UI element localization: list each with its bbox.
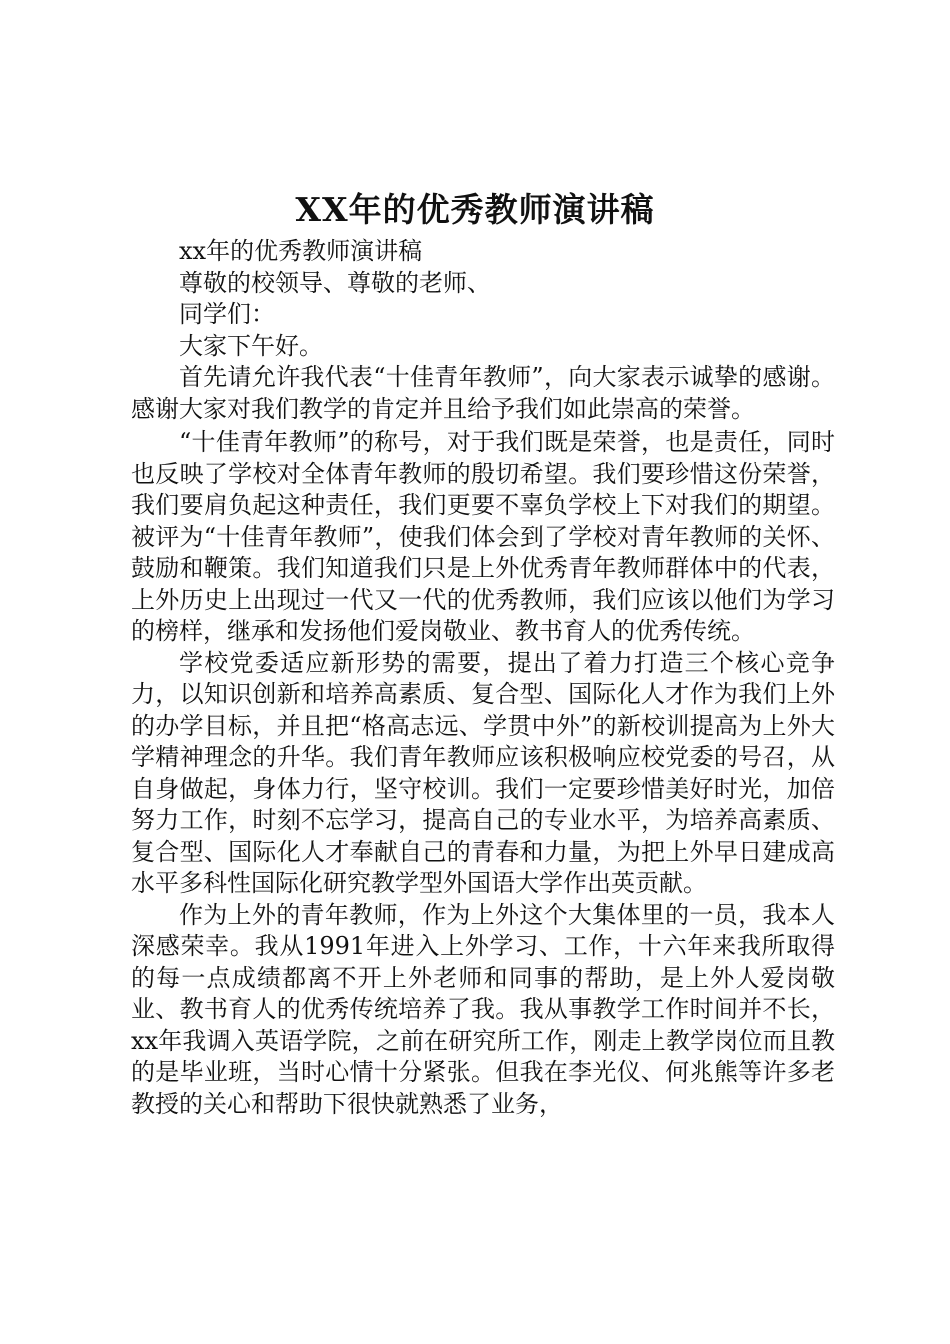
body-paragraph: 大家下午好。 [179, 331, 323, 360]
body-paragraph: 首先请允许我代表“十佳青年教师”，向大家表示诚挚的感谢。感谢大家对我们教学的肯定并且给予我们如此崇高的荣誉。 [131, 363, 835, 423]
body-paragraph: 作为上外的青年教师，作为上外这个大集体里的一员，我本人深感荣幸。我从1991年进入上外学习、工作，十六年来我所取得的每一点成绩都离不开上外老师和同事的帮助，是上外人爱岗敬业、教书育人的优秀传统培养了我。我从事教学工作时间并不长，xx年我调入英语学院，之前在研究所工作，刚走上教学岗位而且教的是毕业班，当时心情十分紧张。但我在李光仪、何兆熊等许多老教授的关心和帮助下很快就熟悉了业务， [131, 900, 835, 1118]
document-body [131, 236, 835, 1120]
body-paragraph: xx年的优秀教师演讲稿 [179, 237, 423, 265]
body-paragraph: 同学们： [179, 300, 275, 328]
body-paragraph: “十佳青年教师”的称号，对于我们既是荣誉，也是责任，同时也反映了学校对全体青年教师的殷切希望。我们要珍惜这份荣誉，我们要肩负起这种责任，我们更要不辜负学校上下对我们的期望。被评为“十佳青年教师”，使我们体会到了学校对青年教师的关怀、鼓励和鞭策。我们知道我们只是上外优秀青年教师群体中的代表，上外历史上出现过一代又一代的优秀教师，我们应该以他们为学习的榜样，继承和发扬他们爱岗敬业、教书育人的优秀传统。 [131, 428, 835, 645]
body-paragraph: 学校党委适应新形势的需要，提出了着力打造三个核心竞争力，以知识创新和培养高素质、复合型、国际化人才作为我们上外的办学目标，并且把“格高志远、学贯中外”的新校训提高为上外大学精神理念的升华。我们青年教师应该积极响应校党委的号召，从自身做起，身体力行，坚守校训。我们一定要珍惜美好时光，加倍努力工作，时刻不忘学习，提高自己的专业水平，为培养高素质、复合型、国际化人才奉献自己的青春和力量，为把上外早日建成高水平多科性国际化研究教学型外国语大学作出英贡献。 [131, 648, 835, 897]
body-paragraph: 尊敬的校领导、尊敬的老师、 [179, 268, 491, 297]
document-title: XX年的优秀教师演讲稿 [295, 190, 655, 229]
